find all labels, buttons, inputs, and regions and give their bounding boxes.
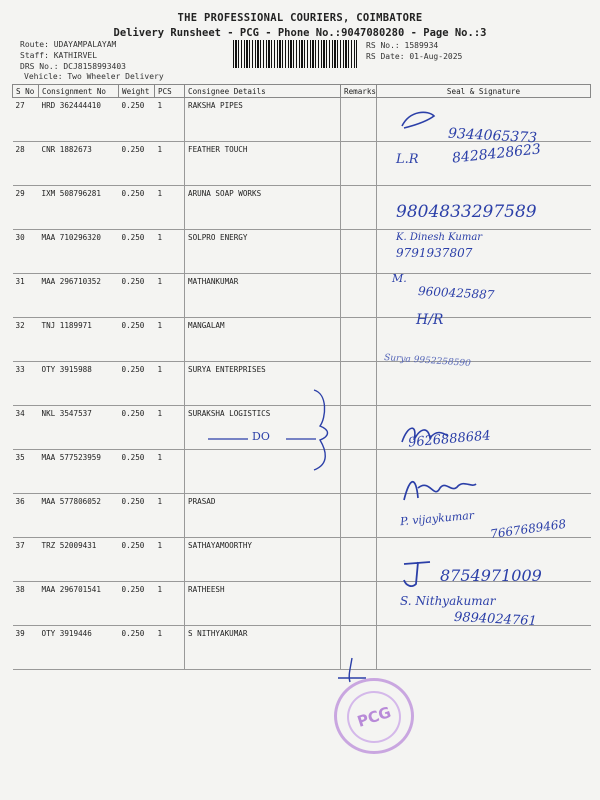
col-remarks: Remarks: [341, 85, 377, 98]
stamp-text: PCG: [354, 703, 394, 731]
handwritten-phone-37: 7667689468: [489, 516, 567, 542]
col-seal: Seal & Signature: [377, 85, 591, 98]
handwritten-hr-32: H/R: [416, 312, 444, 328]
route-label: Route: UDAYAMPALAYAM: [20, 40, 117, 49]
staff-label: Staff: KATHIRVEL: [20, 51, 98, 60]
handwritten-signature-31: M.: [392, 272, 407, 285]
rs-number: RS No.: 1589934: [366, 41, 439, 50]
table-row: 35 MAA 577523959 0.250 1: [13, 450, 591, 494]
handwritten-ditto-35: DO: [252, 430, 270, 443]
handwritten-name-37: P. vijaykumar: [399, 508, 475, 529]
signature-38: [400, 556, 436, 590]
col-sno: S No: [13, 85, 39, 98]
table-row: 34 NKL 3547537 0.250 1 SURAKSHA LOGISTICS: [13, 406, 591, 450]
handwritten-phone-39: 9894024761: [453, 609, 538, 630]
col-weight: Weight: [119, 85, 155, 98]
pcg-stamp: [334, 678, 414, 754]
scribble-27: [398, 108, 438, 132]
handwritten-name-39: S. Nithyakumar: [400, 594, 496, 608]
col-consignment: Consignment No: [39, 85, 119, 98]
handwritten-phone-29: 9804833297589: [396, 202, 537, 222]
table-row: 37 TRZ 52009431 0.250 1 SATHAYAMOORTHY: [13, 538, 591, 582]
col-pcs: PCS: [155, 85, 185, 98]
handwritten-phone-35: 9626888684: [407, 428, 492, 451]
handwritten-phone-27: 9344065373: [447, 125, 538, 147]
table-row: 39 OTY 3919446 0.250 1 S NITHYAKUMAR: [13, 626, 591, 670]
company-title: THE PROFESSIONAL COURIERS, COIMBATORE: [177, 12, 423, 24]
table-row: 27 HRD 362444410 0.250 1 RAKSHA PIPES: [13, 98, 591, 142]
rs-date: RS Date: 01-Aug-2025: [366, 52, 463, 61]
table-row: 32 TNJ 1189971 0.250 1 MANGALAM: [13, 318, 591, 362]
col-consignee: Consignee Details: [185, 85, 341, 98]
drs-number: DRS No.: DCJ8158993403: [20, 62, 126, 71]
table-row: 28 CNR 1882673 0.250 1 FEATHER TOUCH: [13, 142, 591, 186]
table-row: 30 MAA 710296320 0.250 1 SOLPRO ENERGY: [13, 230, 591, 274]
handwritten-name-30: K. Dinesh Kumar: [396, 232, 483, 243]
table-row: 38 MAA 296701541 0.250 1 RATHEESH: [13, 582, 591, 626]
table-header: [13, 85, 591, 98]
table-row: 29 IXM 508796281 0.250 1 ARUNA SOAP WORKS: [13, 186, 591, 230]
handwritten-signature-28: L.R: [396, 152, 419, 167]
table-row: 31 MAA 296710352 0.250 1 MATHANKUMAR: [13, 274, 591, 318]
signature-36: [400, 474, 480, 506]
handwritten-signature-33: Surya 9952258590: [383, 352, 472, 370]
table-row: 36 MAA 577806052 0.250 1 PRASAD: [13, 494, 591, 538]
vehicle-label: Vehicle: Two Wheeler Delivery: [24, 72, 164, 81]
brace-34-35: [308, 388, 338, 472]
runsheet-subtitle: Delivery Runsheet - PCG - Phone No.:9047080280 - Page No.:3: [113, 27, 487, 39]
handwritten-phone-28: 8428428623: [451, 141, 542, 167]
handwritten-phone-30: 9791937807: [396, 246, 473, 260]
handwritten-phone-31: 9600425887: [417, 284, 495, 302]
barcode: [233, 40, 357, 68]
handwritten-phone-38: 8754971009: [440, 566, 542, 585]
table-row: 33 OTY 3915988 0.250 1 SURYA ENTERPRISES: [13, 362, 591, 406]
